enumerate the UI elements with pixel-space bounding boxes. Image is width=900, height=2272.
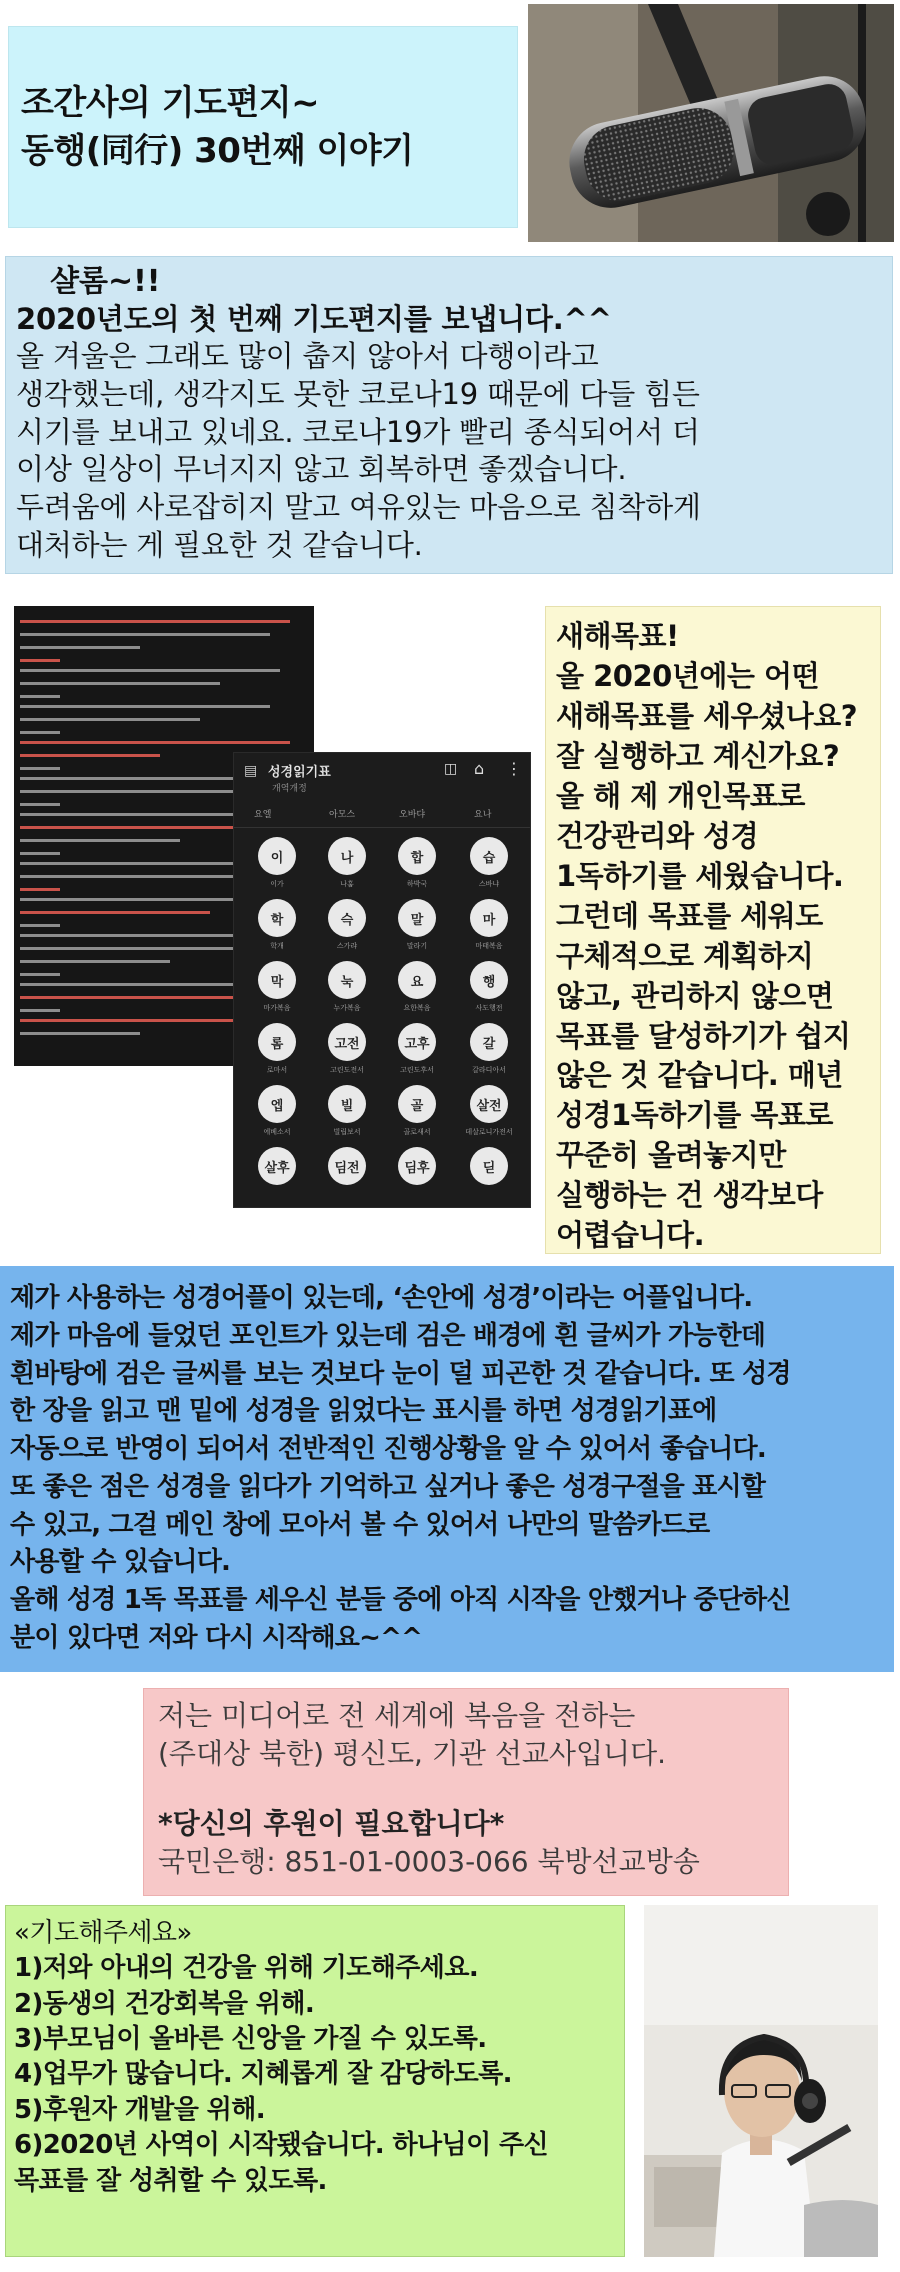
prayer-item: 1)저와 아내의 건강을 위해 기도해주세요.: [14, 1953, 479, 1984]
book-name-label: 고린도전서: [330, 1066, 364, 1074]
goals-line: 잘 실행하고 계신가요?: [556, 738, 840, 773]
book-name-label: 스가랴: [336, 942, 358, 950]
book-tab[interactable]: 아모스: [329, 810, 356, 820]
book-name-label: 하박국: [406, 880, 428, 888]
bible-app-box: [0, 1266, 894, 1672]
prayer-item: 5)후원자 개발을 위해.: [14, 2094, 266, 2125]
verse-text-stroke: [20, 754, 160, 757]
goals-line: 새해목표!: [556, 619, 679, 653]
verse-text-stroke: [20, 888, 60, 891]
book-abbr-button[interactable]: 딤전: [328, 1147, 366, 1185]
letter-subtitle: 동행(同行) 30번째 이야기: [21, 131, 414, 172]
goals-line: 않고, 관리하지 않으면: [556, 978, 834, 1013]
book-tab[interactable]: 오바댜: [399, 810, 426, 820]
verse-text-stroke: [20, 695, 60, 698]
book-abbr-button[interactable]: 막: [258, 961, 296, 999]
app-line: 올해 성경 1독 목표를 세우신 분들 중에 아직 시작을 안했거나 중단하신: [10, 1585, 791, 1615]
goals-line: 구체적으로 계획하지: [556, 938, 814, 973]
book-abbr-button[interactable]: 고후: [398, 1023, 436, 1061]
verse-text-stroke: [20, 960, 170, 963]
goals-line: 목표를 달성하기가 쉽지: [556, 1018, 851, 1053]
reading-chart-subtitle: 개역개정: [272, 784, 307, 794]
intro-line: 2020년도의 첫 번째 기도편지를 보냅니다.^^: [16, 301, 612, 336]
reading-chart-title: 성경읽기표: [268, 765, 331, 780]
book-abbr-button[interactable]: 행: [470, 961, 508, 999]
app-line: 제가 마음에 들었던 포인트가 있는데 검은 배경에 흰 글씨가 가능한데: [10, 1320, 766, 1351]
verse-text-stroke: [20, 705, 270, 708]
book-abbr-button[interactable]: 이: [258, 837, 296, 875]
intro-line: 대처하는 게 필요한 것 같습니다.: [16, 527, 423, 562]
book-abbr-button[interactable]: 합: [398, 837, 436, 875]
book-grid: [234, 833, 531, 1208]
microphone-photo: [528, 4, 894, 242]
app-line: 제가 사용하는 성경어플이 있는데, ‘손안에 성경’이라는 어플입니다.: [10, 1283, 753, 1313]
book-abbr-button[interactable]: 요: [398, 961, 436, 999]
book-abbr-button[interactable]: 살전: [470, 1085, 508, 1123]
book-name-label: 요한복음: [403, 1004, 431, 1012]
book-name-label: 말라기: [406, 942, 428, 950]
intro-line: 이상 일상이 무너지지 않고 회복하면 좋겠습니다.: [16, 452, 627, 487]
new-year-goals-box: [545, 606, 881, 1254]
book-name-label: 데살로니가전서: [465, 1128, 513, 1136]
book-name-label: 에베소서: [263, 1128, 291, 1136]
book-abbr-button[interactable]: 엡: [258, 1085, 296, 1123]
book-name-label: 사도행전: [475, 1004, 503, 1012]
verse-text-stroke: [20, 682, 220, 685]
prayer-item: 4)업무가 많습니다. 지혜롭게 잘 감당하도록.: [14, 2059, 512, 2090]
goals-line: 성경1독하기를 목표로: [556, 1098, 833, 1133]
book-tab[interactable]: 요엘: [254, 810, 272, 820]
goals-line: 꾸준히 올려놓지만: [556, 1138, 786, 1173]
verse-text-stroke: [20, 718, 200, 721]
reading-chart-screenshot: [233, 752, 531, 1208]
book-abbr-button[interactable]: 눅: [328, 961, 366, 999]
app-line: 수 있고, 그걸 메인 창에 모아서 볼 수 있어서 나만의 말씀카드로: [10, 1509, 710, 1540]
book-tabs: [234, 803, 531, 828]
verse-text-stroke: [20, 767, 60, 770]
home-icon: ⌂: [474, 759, 485, 778]
greeting-text: 샬롬~!!: [50, 264, 161, 299]
verse-text-stroke: [20, 875, 260, 878]
book-name-label: 마태복음: [475, 942, 503, 950]
verse-text-stroke: [20, 741, 290, 744]
book-name-label: 누가복음: [333, 1004, 361, 1012]
book-abbr-button[interactable]: 골: [398, 1085, 436, 1123]
verse-text-stroke: [20, 633, 270, 636]
app-line: 한 장을 읽고 맨 밑에 성경을 읽었다는 표시를 하면 성경읽기표에: [10, 1396, 717, 1427]
letter-title-box: [8, 26, 518, 228]
app-line: 사용할 수 있습니다.: [10, 1547, 231, 1578]
prayer-item: 목표를 잘 성취할 수 있도록.: [14, 2165, 327, 2196]
app-line: 또 좋은 점은 성경을 읽다가 기억하고 싶거나 좋은 성경구절을 표시할: [10, 1471, 766, 1502]
goals-line: 새해목표를 세우셨나요?: [556, 698, 858, 733]
book-name-label: 고린도후서: [400, 1066, 434, 1074]
missionary-photo: [644, 1905, 878, 2257]
book-abbr-button[interactable]: 습: [470, 837, 508, 875]
book-name-label: 나훔: [340, 880, 354, 888]
book-abbr-button[interactable]: 살후: [258, 1147, 296, 1185]
book-name-label: 골로새서: [403, 1128, 431, 1136]
goals-line: 건강관리와 성경: [556, 818, 759, 853]
verse-text-stroke: [20, 852, 60, 855]
goals-line: 올 2020년에는 어떤: [556, 658, 819, 693]
book-name-label: 마가복음: [263, 1004, 291, 1012]
app-line: 자동으로 반영이 되어서 전반적인 진행상황을 알 수 있어서 좋습니다.: [10, 1434, 766, 1464]
verse-text-stroke: [20, 1032, 140, 1035]
verse-text-stroke: [20, 659, 60, 662]
app-line: 흰바탕에 검은 글씨를 보는 것보다 눈이 덜 피곤한 것 같습니다. 또 성경: [10, 1358, 791, 1389]
book-abbr-button[interactable]: 빌: [328, 1085, 366, 1123]
prayer-item: 2)동생의 건강회복을 위해.: [14, 1988, 315, 2019]
intro-line: 두려움에 사로잡히지 말고 여유있는 마음으로 침착하게: [16, 489, 701, 524]
bank-account: 국민은행: 851-01-0003-066 북방선교방송: [158, 1845, 700, 1879]
support-line: 저는 미디어로 전 세계에 복음을 전하는: [158, 1699, 636, 1732]
book-abbr-button[interactable]: 롬: [258, 1023, 296, 1061]
verse-text-stroke: [20, 947, 265, 950]
book-abbr-button[interactable]: 슥: [328, 899, 366, 937]
book-abbr-button[interactable]: 나: [328, 837, 366, 875]
book-tab[interactable]: 요나: [474, 810, 492, 820]
book-name-label: 로마서: [266, 1066, 288, 1074]
book-icon: ▤: [244, 763, 258, 779]
book-abbr-button[interactable]: 고전: [328, 1023, 366, 1061]
verse-text-stroke: [20, 790, 250, 793]
book-abbr-button[interactable]: 학: [258, 899, 296, 937]
prayer-item: 3)부모님이 올바른 신앙을 가질 수 있도록.: [14, 2024, 487, 2055]
support-line: (주대상 북한) 평신도, 기관 선교사입니다.: [158, 1737, 667, 1771]
goals-line: 실행하는 건 생각보다: [556, 1178, 823, 1213]
book-name-label: 갈라디아서: [472, 1066, 506, 1074]
intro-paragraph: [16, 301, 892, 565]
menu-icon: ⋮: [506, 759, 522, 778]
goals-line: 어렵습니다.: [556, 1218, 705, 1253]
prayer-requests-box: [5, 1905, 625, 2257]
intro-box: [5, 256, 893, 574]
book-name-label: 이가: [270, 880, 284, 888]
book-name-label: 학개: [270, 942, 284, 950]
book-abbr-button[interactable]: 딛: [470, 1147, 508, 1185]
book-abbr-button[interactable]: 말: [398, 899, 436, 937]
verse-text-stroke: [20, 1009, 60, 1012]
book-abbr-button[interactable]: 갈: [470, 1023, 508, 1061]
goals-line: 않은 것 같습니다. 매년: [556, 1058, 843, 1093]
open-book-icon: ◫: [444, 761, 458, 777]
prayer-item: 6)2020년 사역이 시작됐습니다. 하나님이 주신: [14, 2130, 549, 2161]
book-name-label: 스바냐: [478, 880, 500, 888]
support-need: *당신의 후원이 필요합니다*: [158, 1807, 505, 1841]
intro-line: 생각했는데, 생각지도 못한 코로나19 때문에 다들 힘든: [16, 376, 700, 411]
verse-text-stroke: [20, 620, 290, 623]
goals-line: 올 해 제 개인목표로: [556, 778, 805, 813]
verse-text-stroke: [20, 911, 210, 914]
verse-text-stroke: [20, 924, 60, 927]
book-abbr-button[interactable]: 마: [470, 899, 508, 937]
verse-text-stroke: [20, 973, 60, 976]
goals-line: 그런데 목표를 세워도: [556, 898, 823, 933]
letter-title: 조간사의 기도편지~: [21, 83, 320, 123]
support-box: [143, 1688, 789, 1896]
app-line: 분이 있다면 저와 다시 시작해요~^^: [10, 1622, 423, 1653]
verse-text-stroke: [20, 839, 180, 842]
verse-text-stroke: [20, 731, 60, 734]
verse-text-stroke: [20, 646, 140, 649]
intro-line: 시기를 보내고 있네요. 코로나19가 빨리 종식되어서 더: [16, 414, 700, 449]
book-name-label: 빌립보서: [333, 1128, 361, 1136]
verse-text-stroke: [20, 669, 280, 672]
prayer-heading: «기도해주세요»: [14, 1918, 192, 1948]
verse-text-stroke: [20, 996, 240, 999]
verse-text-stroke: [20, 803, 60, 806]
intro-line: 올 겨울은 그래도 많이 춥지 않아서 다행이라고: [16, 339, 599, 374]
goals-line: 1독하기를 세웠습니다.: [556, 858, 844, 893]
book-abbr-button[interactable]: 딤후: [398, 1147, 436, 1185]
